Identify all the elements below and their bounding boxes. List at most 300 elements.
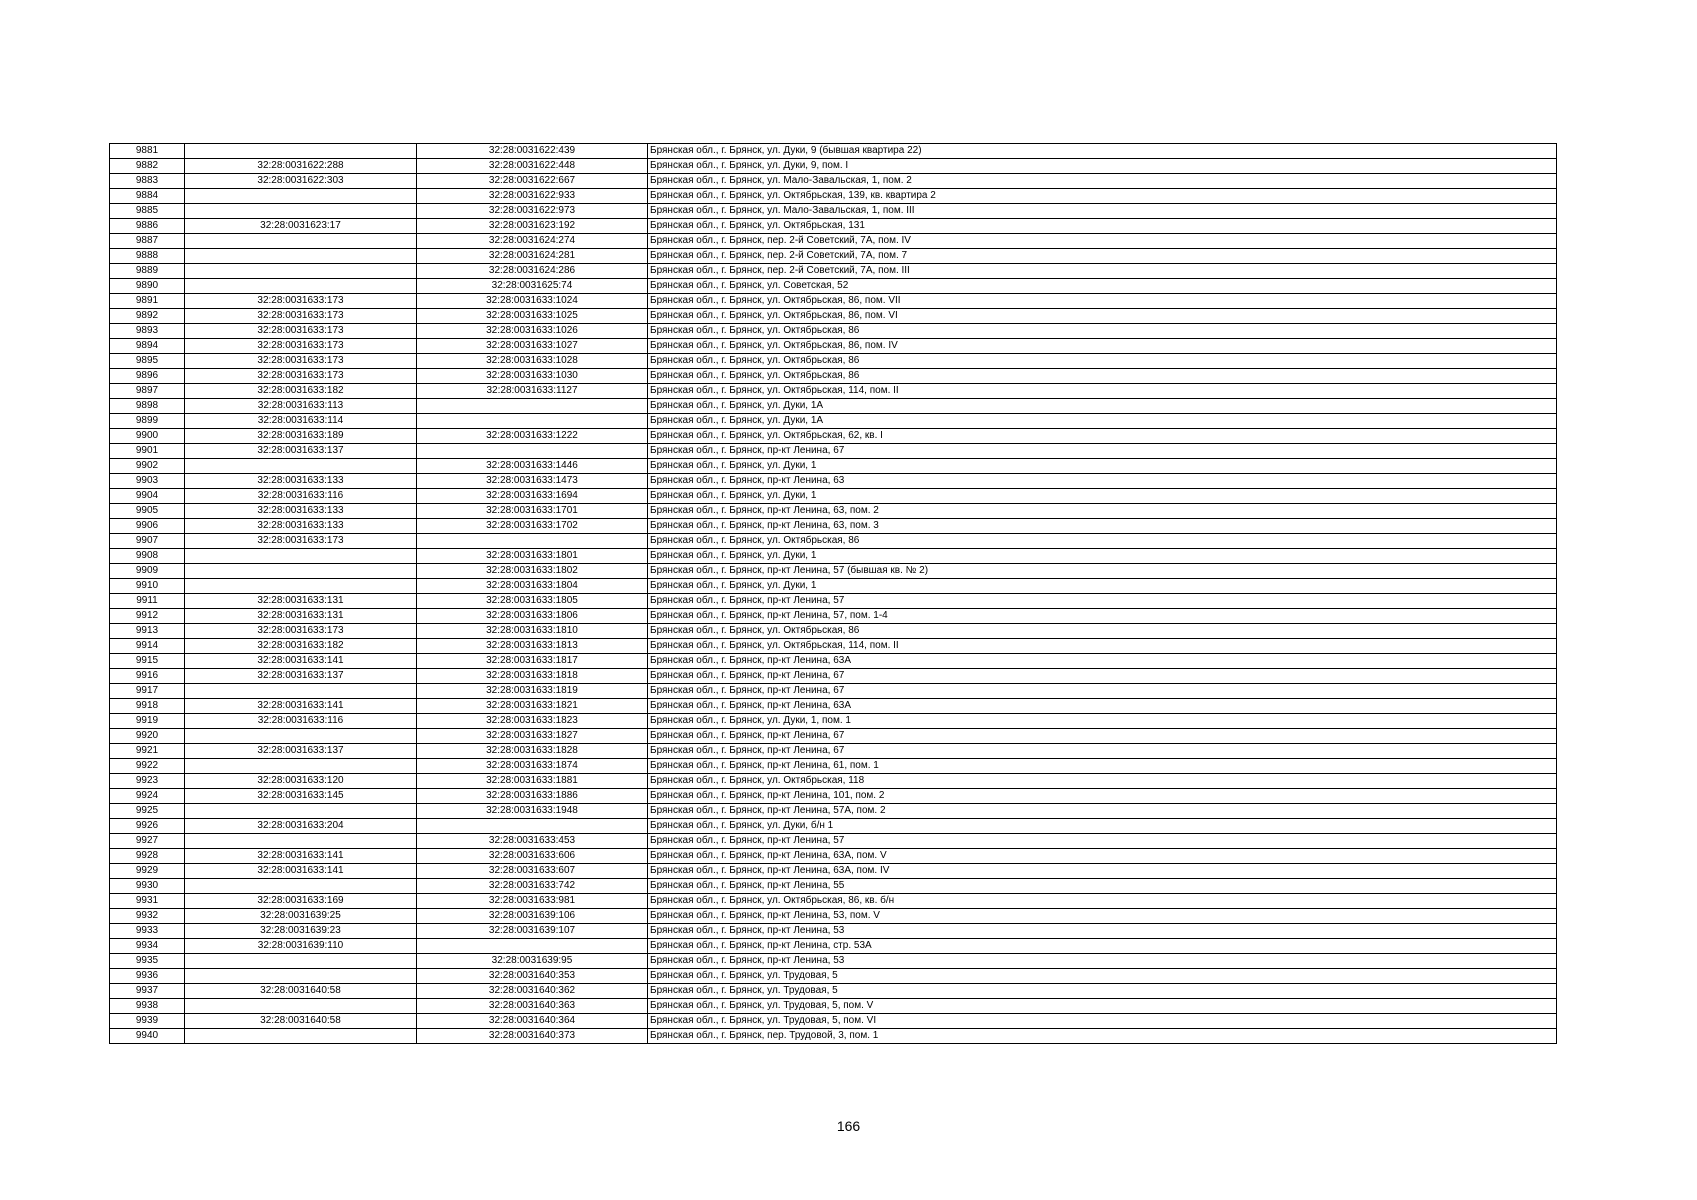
address-cell: Брянская обл., г. Брянск, пр-кт Ленина, 63А <box>648 699 1557 714</box>
row-number-cell: 9898 <box>110 399 185 414</box>
cadastral-number-cell: 32:28:0031640:353 <box>417 969 648 984</box>
cadastral-number-cell <box>417 939 648 954</box>
row-number-cell: 9912 <box>110 609 185 624</box>
table-row <box>110 279 1557 294</box>
parcel-number-cell: 32:28:0031633:141 <box>185 699 417 714</box>
row-number-cell: 9908 <box>110 549 185 564</box>
parcel-number-cell: 32:28:0031633:173 <box>185 339 417 354</box>
parcel-number-cell: 32:28:0031640:58 <box>185 984 417 999</box>
row-number-cell: 9924 <box>110 789 185 804</box>
address-cell: Брянская обл., г. Брянск, пр-кт Ленина, 63, пом. 3 <box>648 519 1557 534</box>
address-cell: Брянская обл., г. Брянск, ул. Дуки, 1А <box>648 399 1557 414</box>
table-row <box>110 579 1557 594</box>
address-cell: Брянская обл., г. Брянск, пр-кт Ленина, 53 <box>648 954 1557 969</box>
row-number-cell: 9884 <box>110 189 185 204</box>
cadastral-number-cell: 32:28:0031633:1027 <box>417 339 648 354</box>
address-cell: Брянская обл., г. Брянск, пр-кт Ленина, стр. 53А <box>648 939 1557 954</box>
cadastral-number-cell: 32:28:0031633:1810 <box>417 624 648 639</box>
row-number-cell: 9935 <box>110 954 185 969</box>
cadastral-number-cell: 32:28:0031633:1827 <box>417 729 648 744</box>
row-number-cell: 9918 <box>110 699 185 714</box>
parcel-number-cell <box>185 459 417 474</box>
cadastral-number-cell: 32:28:0031622:439 <box>417 144 648 159</box>
cadastral-number-cell: 32:28:0031633:1818 <box>417 669 648 684</box>
table-row <box>110 624 1557 639</box>
parcel-number-cell: 32:28:0031633:131 <box>185 594 417 609</box>
parcel-number-cell <box>185 189 417 204</box>
table-row <box>110 744 1557 759</box>
parcel-number-cell <box>185 999 417 1014</box>
parcel-number-cell: 32:28:0031633:145 <box>185 789 417 804</box>
parcel-number-cell: 32:28:0031633:133 <box>185 474 417 489</box>
parcel-number-cell <box>185 204 417 219</box>
parcel-number-cell: 32:28:0031633:141 <box>185 864 417 879</box>
row-number-cell: 9910 <box>110 579 185 594</box>
cadastral-number-cell: 32:28:0031633:1806 <box>417 609 648 624</box>
parcel-number-cell: 32:28:0031639:25 <box>185 909 417 924</box>
address-cell: Брянская обл., г. Брянск, ул. Октябрьская, 86 <box>648 534 1557 549</box>
table-row <box>110 684 1557 699</box>
parcel-number-cell: 32:28:0031633:173 <box>185 309 417 324</box>
table-row <box>110 594 1557 609</box>
row-number-cell: 9899 <box>110 414 185 429</box>
address-cell: Брянская обл., г. Брянск, пр-кт Ленина, 101, пом. 2 <box>648 789 1557 804</box>
address-cell: Брянская обл., г. Брянск, пр-кт Ленина, 63А, пом. IV <box>648 864 1557 879</box>
cadastral-number-cell: 32:28:0031633:1817 <box>417 654 648 669</box>
cadastral-number-cell: 32:28:0031633:1886 <box>417 789 648 804</box>
cadastral-number-cell: 32:28:0031633:1881 <box>417 774 648 789</box>
table-row <box>110 834 1557 849</box>
parcel-number-cell: 32:28:0031633:141 <box>185 654 417 669</box>
address-cell: Брянская обл., г. Брянск, ул. Дуки, 1 <box>648 549 1557 564</box>
parcel-number-cell: 32:28:0031633:137 <box>185 444 417 459</box>
parcel-number-cell: 32:28:0031633:204 <box>185 819 417 834</box>
address-cell: Брянская обл., г. Брянск, ул. Октябрьская, 86, пом. IV <box>648 339 1557 354</box>
table-row <box>110 504 1557 519</box>
cadastral-number-cell <box>417 819 648 834</box>
row-number-cell: 9923 <box>110 774 185 789</box>
row-number-cell: 9888 <box>110 249 185 264</box>
row-number-cell: 9883 <box>110 174 185 189</box>
row-number-cell: 9890 <box>110 279 185 294</box>
row-number-cell: 9903 <box>110 474 185 489</box>
address-cell: Брянская обл., г. Брянск, ул. Октябрьская, 131 <box>648 219 1557 234</box>
table-row <box>110 804 1557 819</box>
address-cell: Брянская обл., г. Брянск, пер. Трудовой, 3, пом. 1 <box>648 1029 1557 1044</box>
parcel-number-cell: 32:28:0031633:173 <box>185 534 417 549</box>
table-row <box>110 339 1557 354</box>
address-cell: Брянская обл., г. Брянск, ул. Трудовая, 5, пом. VI <box>648 1014 1557 1029</box>
row-number-cell: 9887 <box>110 234 185 249</box>
cadastral-number-cell: 32:28:0031633:1028 <box>417 354 648 369</box>
row-number-cell: 9902 <box>110 459 185 474</box>
table-row <box>110 519 1557 534</box>
address-cell: Брянская обл., г. Брянск, ул. Дуки, 1, пом. 1 <box>648 714 1557 729</box>
row-number-cell: 9886 <box>110 219 185 234</box>
table-row <box>110 969 1557 984</box>
table-row <box>110 459 1557 474</box>
table-row <box>110 489 1557 504</box>
cadastral-number-cell: 32:28:0031633:1127 <box>417 384 648 399</box>
address-cell: Брянская обл., г. Брянск, ул. Октябрьская, 86, пом. VI <box>648 309 1557 324</box>
cadastral-number-cell: 32:28:0031633:1025 <box>417 309 648 324</box>
parcel-number-cell <box>185 579 417 594</box>
table-row <box>110 324 1557 339</box>
address-cell: Брянская обл., г. Брянск, пр-кт Ленина, 67 <box>648 744 1557 759</box>
row-number-cell: 9931 <box>110 894 185 909</box>
table-row <box>110 714 1557 729</box>
cadastral-number-cell: 32:28:0031633:1819 <box>417 684 648 699</box>
table-row <box>110 789 1557 804</box>
parcel-number-cell: 32:28:0031633:182 <box>185 384 417 399</box>
address-cell: Брянская обл., г. Брянск, ул. Дуки, 1 <box>648 489 1557 504</box>
registry-table-body <box>110 144 1557 1044</box>
registry-table <box>109 143 1557 1044</box>
row-number-cell: 9892 <box>110 309 185 324</box>
row-number-cell: 9913 <box>110 624 185 639</box>
cadastral-number-cell: 32:28:0031633:1804 <box>417 579 648 594</box>
cadastral-number-cell: 32:28:0031633:1801 <box>417 549 648 564</box>
parcel-number-cell <box>185 264 417 279</box>
parcel-number-cell <box>185 279 417 294</box>
cadastral-number-cell: 32:28:0031623:192 <box>417 219 648 234</box>
address-cell: Брянская обл., г. Брянск, ул. Дуки, 1 <box>648 579 1557 594</box>
cadastral-number-cell: 32:28:0031633:1701 <box>417 504 648 519</box>
address-cell: Брянская обл., г. Брянск, ул. Октябрьская, 86, кв. б/н <box>648 894 1557 909</box>
address-cell: Брянская обл., г. Брянск, пр-кт Ленина, 67 <box>648 669 1557 684</box>
address-cell: Брянская обл., г. Брянск, ул. Трудовая, 5, пом. V <box>648 999 1557 1014</box>
row-number-cell: 9934 <box>110 939 185 954</box>
table-row <box>110 144 1557 159</box>
table-row <box>110 819 1557 834</box>
table-row <box>110 849 1557 864</box>
row-number-cell: 9936 <box>110 969 185 984</box>
table-row <box>110 564 1557 579</box>
table-row <box>110 909 1557 924</box>
cadastral-number-cell: 32:28:0031633:1702 <box>417 519 648 534</box>
parcel-number-cell <box>185 804 417 819</box>
address-cell: Брянская обл., г. Брянск, ул. Октябрьская, 118 <box>648 774 1557 789</box>
address-cell: Брянская обл., г. Брянск, ул. Октябрьская, 86 <box>648 624 1557 639</box>
cadastral-number-cell: 32:28:0031633:981 <box>417 894 648 909</box>
cadastral-number-cell: 32:28:0031633:1030 <box>417 369 648 384</box>
parcel-number-cell: 32:28:0031633:131 <box>185 609 417 624</box>
table-row <box>110 699 1557 714</box>
address-cell: Брянская обл., г. Брянск, ул. Октябрьская, 114, пом. II <box>648 384 1557 399</box>
parcel-number-cell: 32:28:0031633:173 <box>185 354 417 369</box>
cadastral-number-cell: 32:28:0031640:363 <box>417 999 648 1014</box>
parcel-number-cell <box>185 759 417 774</box>
table-row <box>110 234 1557 249</box>
row-number-cell: 9925 <box>110 804 185 819</box>
table-row <box>110 609 1557 624</box>
row-number-cell: 9893 <box>110 324 185 339</box>
address-cell: Брянская обл., г. Брянск, пр-кт Ленина, 67 <box>648 444 1557 459</box>
table-row <box>110 534 1557 549</box>
parcel-number-cell: 32:28:0031633:120 <box>185 774 417 789</box>
address-cell: Брянская обл., г. Брянск, пер. 2-й Советский, 7А, пом. 7 <box>648 249 1557 264</box>
row-number-cell: 9900 <box>110 429 185 444</box>
address-cell: Брянская обл., г. Брянск, пер. 2-й Советский, 7А, пом. IV <box>648 234 1557 249</box>
row-number-cell: 9897 <box>110 384 185 399</box>
address-cell: Брянская обл., г. Брянск, пр-кт Ленина, 61, пом. 1 <box>648 759 1557 774</box>
parcel-number-cell <box>185 879 417 894</box>
table-row <box>110 1029 1557 1044</box>
table-row <box>110 774 1557 789</box>
parcel-number-cell: 32:28:0031633:141 <box>185 849 417 864</box>
address-cell: Брянская обл., г. Брянск, пр-кт Ленина, 67 <box>648 729 1557 744</box>
table-row <box>110 639 1557 654</box>
address-cell: Брянская обл., г. Брянск, пр-кт Ленина, 57, пом. 1-4 <box>648 609 1557 624</box>
address-cell: Брянская обл., г. Брянск, ул. Дуки, 9 (бывшая квартира 22) <box>648 144 1557 159</box>
row-number-cell: 9938 <box>110 999 185 1014</box>
table-row <box>110 204 1557 219</box>
address-cell: Брянская обл., г. Брянск, пр-кт Ленина, 55 <box>648 879 1557 894</box>
cadastral-number-cell: 32:28:0031640:362 <box>417 984 648 999</box>
parcel-number-cell: 32:28:0031639:110 <box>185 939 417 954</box>
row-number-cell: 9920 <box>110 729 185 744</box>
cadastral-number-cell: 32:28:0031624:274 <box>417 234 648 249</box>
parcel-number-cell: 32:28:0031640:58 <box>185 1014 417 1029</box>
cadastral-number-cell: 32:28:0031633:1026 <box>417 324 648 339</box>
parcel-number-cell <box>185 564 417 579</box>
table-row <box>110 759 1557 774</box>
table-row <box>110 924 1557 939</box>
table-row <box>110 309 1557 324</box>
row-number-cell: 9921 <box>110 744 185 759</box>
cadastral-number-cell <box>417 399 648 414</box>
address-cell: Брянская обл., г. Брянск, ул. Мало-Завальская, 1, пом. 2 <box>648 174 1557 189</box>
cadastral-number-cell: 32:28:0031633:1828 <box>417 744 648 759</box>
row-number-cell: 9917 <box>110 684 185 699</box>
row-number-cell: 9896 <box>110 369 185 384</box>
parcel-number-cell: 32:28:0031633:173 <box>185 369 417 384</box>
row-number-cell: 9915 <box>110 654 185 669</box>
row-number-cell: 9930 <box>110 879 185 894</box>
address-cell: Брянская обл., г. Брянск, ул. Октябрьская, 86, пом. VII <box>648 294 1557 309</box>
cadastral-number-cell: 32:28:0031639:95 <box>417 954 648 969</box>
address-cell: Брянская обл., г. Брянск, пр-кт Ленина, 57А, пом. 2 <box>648 804 1557 819</box>
cadastral-number-cell: 32:28:0031633:1694 <box>417 489 648 504</box>
parcel-number-cell: 32:28:0031633:116 <box>185 489 417 504</box>
table-row <box>110 999 1557 1014</box>
address-cell: Брянская обл., г. Брянск, пр-кт Ленина, 67 <box>648 684 1557 699</box>
table-row <box>110 369 1557 384</box>
parcel-number-cell: 32:28:0031633:169 <box>185 894 417 909</box>
parcel-number-cell <box>185 834 417 849</box>
row-number-cell: 9937 <box>110 984 185 999</box>
cadastral-number-cell: 32:28:0031624:286 <box>417 264 648 279</box>
table-row <box>110 729 1557 744</box>
address-cell: Брянская обл., г. Брянск, ул. Дуки, 1А <box>648 414 1557 429</box>
row-number-cell: 9919 <box>110 714 185 729</box>
row-number-cell: 9928 <box>110 849 185 864</box>
cadastral-number-cell: 32:28:0031633:1024 <box>417 294 648 309</box>
address-cell: Брянская обл., г. Брянск, ул. Советская, 52 <box>648 279 1557 294</box>
table-row <box>110 954 1557 969</box>
table-row <box>110 984 1557 999</box>
page-number: 166 <box>836 1118 861 1134</box>
cadastral-number-cell: 32:28:0031622:667 <box>417 174 648 189</box>
address-cell: Брянская обл., г. Брянск, ул. Октябрьская, 139, кв. квартира 2 <box>648 189 1557 204</box>
address-cell: Брянская обл., г. Брянск, ул. Трудовая, 5 <box>648 969 1557 984</box>
parcel-number-cell: 32:28:0031639:23 <box>185 924 417 939</box>
table-row <box>110 429 1557 444</box>
table-row <box>110 444 1557 459</box>
table-row <box>110 264 1557 279</box>
table-row <box>110 1014 1557 1029</box>
parcel-number-cell: 32:28:0031623:17 <box>185 219 417 234</box>
cadastral-number-cell: 32:28:0031622:973 <box>417 204 648 219</box>
table-row <box>110 894 1557 909</box>
cadastral-number-cell: 32:28:0031633:1802 <box>417 564 648 579</box>
cadastral-number-cell: 32:28:0031633:453 <box>417 834 648 849</box>
address-cell: Брянская обл., г. Брянск, пр-кт Ленина, 57 <box>648 594 1557 609</box>
address-cell: Брянская обл., г. Брянск, ул. Октябрьская, 86 <box>648 324 1557 339</box>
row-number-cell: 9939 <box>110 1014 185 1029</box>
row-number-cell: 9914 <box>110 639 185 654</box>
table-row <box>110 549 1557 564</box>
row-number-cell: 9885 <box>110 204 185 219</box>
parcel-number-cell: 32:28:0031622:303 <box>185 174 417 189</box>
table-row <box>110 939 1557 954</box>
row-number-cell: 9904 <box>110 489 185 504</box>
parcel-number-cell: 32:28:0031633:137 <box>185 669 417 684</box>
address-cell: Брянская обл., г. Брянск, ул. Октябрьская, 86 <box>648 354 1557 369</box>
row-number-cell: 9909 <box>110 564 185 579</box>
row-number-cell: 9889 <box>110 264 185 279</box>
cadastral-number-cell <box>417 414 648 429</box>
row-number-cell: 9929 <box>110 864 185 879</box>
cadastral-number-cell: 32:28:0031633:1821 <box>417 699 648 714</box>
address-cell: Брянская обл., г. Брянск, пр-кт Ленина, 63А, пом. V <box>648 849 1557 864</box>
cadastral-number-cell: 32:28:0031633:607 <box>417 864 648 879</box>
cadastral-number-cell <box>417 534 648 549</box>
row-number-cell: 9906 <box>110 519 185 534</box>
cadastral-number-cell: 32:28:0031633:1823 <box>417 714 648 729</box>
cadastral-number-cell: 32:28:0031639:107 <box>417 924 648 939</box>
address-cell: Брянская обл., г. Брянск, ул. Мало-Завальская, 1, пом. III <box>648 204 1557 219</box>
parcel-number-cell <box>185 969 417 984</box>
cadastral-number-cell <box>417 444 648 459</box>
row-number-cell: 9891 <box>110 294 185 309</box>
cadastral-number-cell: 32:28:0031622:448 <box>417 159 648 174</box>
cadastral-number-cell: 32:28:0031633:1473 <box>417 474 648 489</box>
parcel-number-cell <box>185 234 417 249</box>
address-cell: Брянская обл., г. Брянск, пр-кт Ленина, 63А <box>648 654 1557 669</box>
table-row <box>110 219 1557 234</box>
row-number-cell: 9940 <box>110 1029 185 1044</box>
address-cell: Брянская обл., г. Брянск, ул. Дуки, б/н 1 <box>648 819 1557 834</box>
table-row <box>110 669 1557 684</box>
cadastral-number-cell: 32:28:0031640:373 <box>417 1029 648 1044</box>
row-number-cell: 9895 <box>110 354 185 369</box>
row-number-cell: 9894 <box>110 339 185 354</box>
address-cell: Брянская обл., г. Брянск, пр-кт Ленина, 63 <box>648 474 1557 489</box>
row-number-cell: 9901 <box>110 444 185 459</box>
address-cell: Брянская обл., г. Брянск, ул. Октябрьская, 86 <box>648 369 1557 384</box>
parcel-number-cell <box>185 684 417 699</box>
cadastral-number-cell: 32:28:0031624:281 <box>417 249 648 264</box>
table-row <box>110 189 1557 204</box>
row-number-cell: 9882 <box>110 159 185 174</box>
parcel-number-cell: 32:28:0031633:173 <box>185 324 417 339</box>
parcel-number-cell <box>185 549 417 564</box>
parcel-number-cell: 32:28:0031633:133 <box>185 519 417 534</box>
table-row <box>110 174 1557 189</box>
parcel-number-cell <box>185 954 417 969</box>
parcel-number-cell: 32:28:0031633:173 <box>185 624 417 639</box>
row-number-cell: 9922 <box>110 759 185 774</box>
address-cell: Брянская обл., г. Брянск, пр-кт Ленина, 57 <box>648 834 1557 849</box>
table-row <box>110 294 1557 309</box>
address-cell: Брянская обл., г. Брянск, пр-кт Ленина, 63, пом. 2 <box>648 504 1557 519</box>
cadastral-number-cell: 32:28:0031640:364 <box>417 1014 648 1029</box>
row-number-cell: 9932 <box>110 909 185 924</box>
address-cell: Брянская обл., г. Брянск, ул. Дуки, 1 <box>648 459 1557 474</box>
parcel-number-cell: 32:28:0031633:133 <box>185 504 417 519</box>
cadastral-number-cell: 32:28:0031633:606 <box>417 849 648 864</box>
cadastral-number-cell: 32:28:0031633:742 <box>417 879 648 894</box>
address-cell: Брянская обл., г. Брянск, пр-кт Ленина, 57 (бывшая кв. № 2) <box>648 564 1557 579</box>
parcel-number-cell: 32:28:0031633:173 <box>185 294 417 309</box>
table-row <box>110 654 1557 669</box>
parcel-number-cell: 32:28:0031633:114 <box>185 414 417 429</box>
table-row <box>110 159 1557 174</box>
parcel-number-cell: 32:28:0031633:113 <box>185 399 417 414</box>
cadastral-number-cell: 32:28:0031633:1446 <box>417 459 648 474</box>
row-number-cell: 9905 <box>110 504 185 519</box>
cadastral-number-cell: 32:28:0031633:1948 <box>417 804 648 819</box>
parcel-number-cell: 32:28:0031633:137 <box>185 744 417 759</box>
parcel-number-cell <box>185 249 417 264</box>
row-number-cell: 9881 <box>110 144 185 159</box>
row-number-cell: 9926 <box>110 819 185 834</box>
table-row <box>110 414 1557 429</box>
parcel-number-cell <box>185 1029 417 1044</box>
table-row <box>110 249 1557 264</box>
parcel-number-cell: 32:28:0031633:182 <box>185 639 417 654</box>
row-number-cell: 9933 <box>110 924 185 939</box>
cadastral-number-cell: 32:28:0031625:74 <box>417 279 648 294</box>
row-number-cell: 9927 <box>110 834 185 849</box>
parcel-number-cell <box>185 144 417 159</box>
address-cell: Брянская обл., г. Брянск, ул. Дуки, 9, пом. I <box>648 159 1557 174</box>
cadastral-number-cell: 32:28:0031622:933 <box>417 189 648 204</box>
parcel-number-cell: 32:28:0031622:288 <box>185 159 417 174</box>
parcel-number-cell <box>185 729 417 744</box>
table-row <box>110 474 1557 489</box>
cadastral-number-cell: 32:28:0031633:1805 <box>417 594 648 609</box>
address-cell: Брянская обл., г. Брянск, ул. Октябрьская, 62, кв. I <box>648 429 1557 444</box>
cadastral-number-cell: 32:28:0031633:1874 <box>417 759 648 774</box>
address-cell: Брянская обл., г. Брянск, пер. 2-й Советский, 7А, пом. III <box>648 264 1557 279</box>
cadastral-number-cell: 32:28:0031633:1813 <box>417 639 648 654</box>
table-row <box>110 354 1557 369</box>
table-row <box>110 399 1557 414</box>
address-cell: Брянская обл., г. Брянск, ул. Октябрьская, 114, пом. II <box>648 639 1557 654</box>
row-number-cell: 9907 <box>110 534 185 549</box>
cadastral-number-cell: 32:28:0031633:1222 <box>417 429 648 444</box>
row-number-cell: 9916 <box>110 669 185 684</box>
table-row <box>110 864 1557 879</box>
table-row <box>110 384 1557 399</box>
row-number-cell: 9911 <box>110 594 185 609</box>
address-cell: Брянская обл., г. Брянск, пр-кт Ленина, 53 <box>648 924 1557 939</box>
address-cell: Брянская обл., г. Брянск, пр-кт Ленина, 53, пом. V <box>648 909 1557 924</box>
address-cell: Брянская обл., г. Брянск, ул. Трудовая, 5 <box>648 984 1557 999</box>
parcel-number-cell: 32:28:0031633:189 <box>185 429 417 444</box>
